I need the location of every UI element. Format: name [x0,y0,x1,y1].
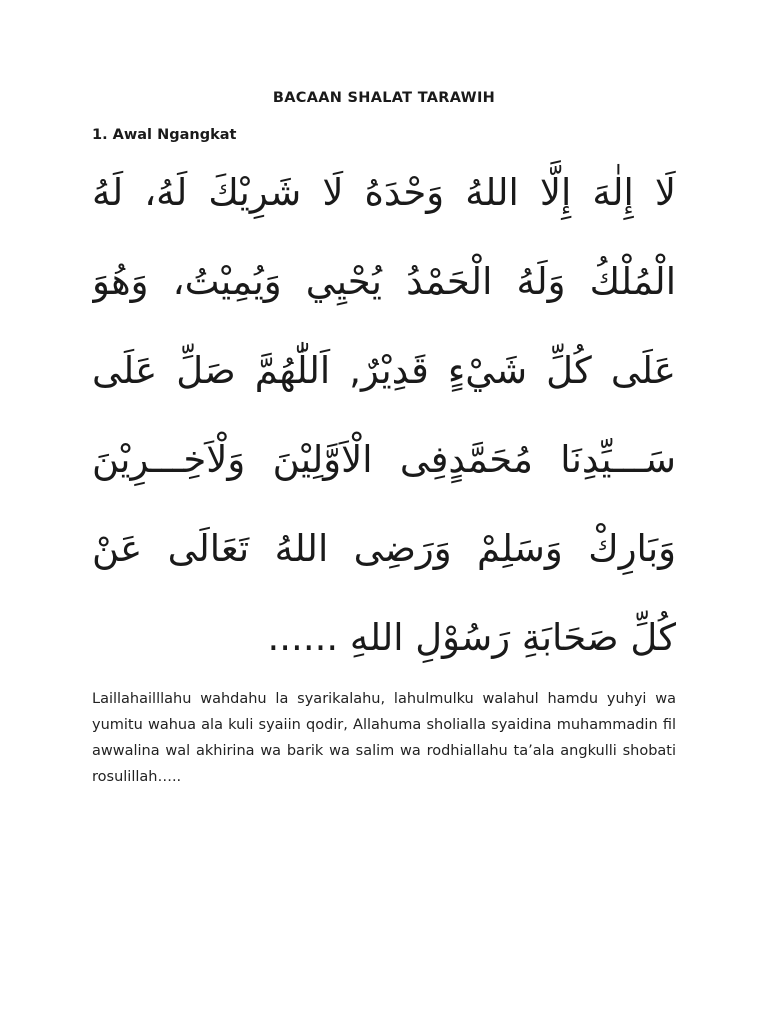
arabic-line: لَا إِلٰهَ إِلَّا اللهُ وَحْدَهُ لَا شَرِيْكَ لَهُ، لَهُ [92,171,676,214]
transliteration-paragraph: Laillahailllahu wahdahu la syarikalahu, lahulmulku walahul hamdu yuhyi wa yumitu wahua ala kuli syaiin qodir, Allahuma sholialla syaidina muhammadin fil awwalina wal akhirina wa barik wa salim wa rodhiallahu ta’ala angkulli shobati rosulillah….. [92,690,676,785]
arabic-line: وَبَارِكْ وَسَلِمْ وَرَضِى اللهُ تَعَالَى عَنْ [92,527,676,570]
arabic-prayer-text [92,148,676,682]
section-heading: 1. Awal Ngangkat [92,127,237,143]
arabic-line: عَلَى كُلِّ شَيْءٍ قَدِيْرٌ, اَللّٰهُمَّ صَلِّ عَلَى [92,349,676,392]
document-title: BACAAN SHALAT TARAWIH [272,90,496,106]
arabic-line: كُلِّ صَحَابَةِ رَسُوْلِ اللهِ ...... [267,616,676,659]
arabic-line: الْمُلْكُ وَلَهُ الْحَمْدُ يُحْيِي وَيُمِيْتُ، وَهُوَ [92,260,676,303]
arabic-line: سَـــيِّدِنَا مُحَمَّدٍفِى الْاَوَّلِيْنَ وَلْاَخِـــرِيْنَ [92,438,676,481]
